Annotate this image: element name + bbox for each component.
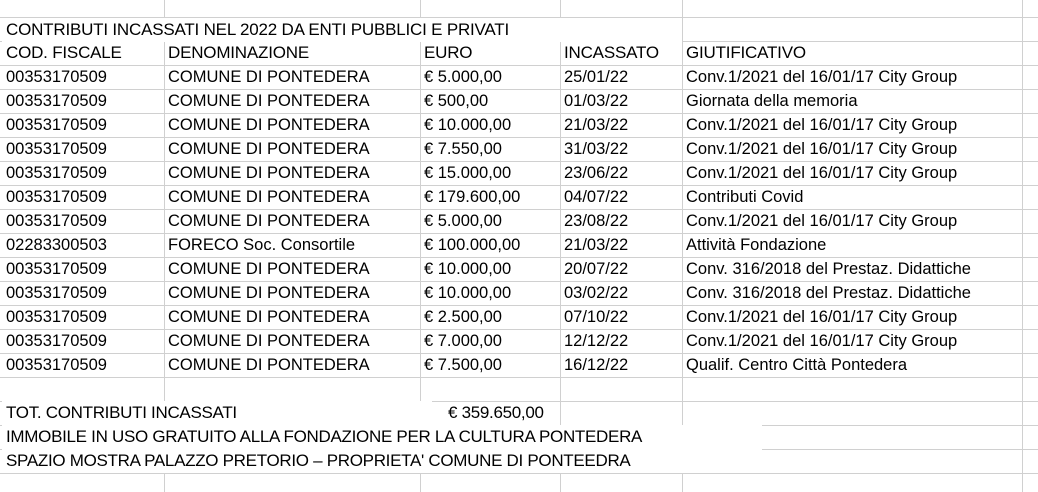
cell-denominazione: FORECO Soc. Consortile xyxy=(168,236,356,254)
cell-denominazione: COMUNE DI PONTEDERA xyxy=(168,308,370,326)
grid-line xyxy=(0,473,1038,474)
cell-incassato: 25/01/22 xyxy=(564,68,629,86)
cell-euro: € 100.000,00 xyxy=(424,236,521,254)
cell-euro: € 10.000,00 xyxy=(424,260,512,278)
title-row xyxy=(0,18,1038,42)
cell-denominazione: COMUNE DI PONTEDERA xyxy=(168,260,370,278)
cell-denominazione: COMUNE DI PONTEDERA xyxy=(168,68,370,86)
cell-giustificativo: Qualif. Centro Città Pontedera xyxy=(686,356,908,374)
cell-euro: € 179.600,00 xyxy=(424,188,521,206)
cell-denominazione: COMUNE DI PONTEDERA xyxy=(168,212,370,230)
cell-incassato: 16/12/22 xyxy=(564,356,629,374)
cell-cod-fiscale: 00353170509 xyxy=(6,356,107,374)
note-row xyxy=(0,449,1038,473)
column-header-euro: EURO xyxy=(424,43,473,62)
table-row xyxy=(0,353,1038,377)
cell-cod-fiscale: 00353170509 xyxy=(6,188,107,206)
table-row xyxy=(0,257,1038,281)
cell-incassato: 03/02/22 xyxy=(564,284,629,302)
cell-euro: € 5.000,00 xyxy=(424,212,502,230)
cell-giustificativo: Giornata della memoria xyxy=(686,92,858,110)
table-row xyxy=(0,233,1038,257)
cell-incassato: 12/12/22 xyxy=(564,332,629,350)
cell-denominazione: COMUNE DI PONTEDERA xyxy=(168,356,370,374)
header-row xyxy=(0,41,1038,65)
cell-denominazione: COMUNE DI PONTEDERA xyxy=(168,284,370,302)
total-row xyxy=(0,401,1038,425)
cell-euro: € 7.000,00 xyxy=(424,332,502,350)
cell-euro: € 2.500,00 xyxy=(424,308,502,326)
table-row xyxy=(0,209,1038,233)
cell-cod-fiscale: 00353170509 xyxy=(6,308,107,326)
cell-giustificativo: Conv.1/2021 del 16/01/17 City Group xyxy=(686,332,958,350)
cell-euro: € 15.000,00 xyxy=(424,164,512,182)
cell-giustificativo: Conv.1/2021 del 16/01/17 City Group xyxy=(686,308,958,326)
cell-cod-fiscale: 02283300503 xyxy=(6,236,107,254)
column-header-incassato: INCASSATO xyxy=(564,43,659,62)
note-immobile: IMMOBILE IN USO GRATUITO ALLA FONDAZIONE PER LA CULTURA PONTEDERA xyxy=(2,425,762,449)
cell-cod-fiscale: 00353170509 xyxy=(6,68,107,86)
cell-cod-fiscale: 00353170509 xyxy=(6,116,107,134)
cell-giustificativo: Conv. 316/2018 del Prestaz. Didattiche xyxy=(686,260,971,278)
cell-euro: € 7.500,00 xyxy=(424,356,502,374)
table-row xyxy=(0,89,1038,113)
cell-denominazione: COMUNE DI PONTEDERA xyxy=(168,92,370,110)
cell-euro: € 10.000,00 xyxy=(424,116,512,134)
cell-euro: € 7.550,00 xyxy=(424,140,502,158)
cell-incassato: 31/03/22 xyxy=(564,140,629,158)
total-value: € 359.650,00 xyxy=(448,403,544,422)
table-row xyxy=(0,305,1038,329)
cell-cod-fiscale: 00353170509 xyxy=(6,284,107,302)
cell-incassato: 23/06/22 xyxy=(564,164,629,182)
cell-incassato: 01/03/22 xyxy=(564,92,629,110)
cell-euro: € 10.000,00 xyxy=(424,284,512,302)
note-row xyxy=(0,425,1038,449)
column-header-denominazione: DENOMINAZIONE xyxy=(168,43,309,62)
total-label: TOT. CONTRIBUTI INCASSATI xyxy=(2,401,432,425)
table-row xyxy=(0,281,1038,305)
cell-cod-fiscale: 00353170509 xyxy=(6,332,107,350)
column-header-cod-fiscale: COD. FISCALE xyxy=(6,43,122,62)
cell-cod-fiscale: 00353170509 xyxy=(6,212,107,230)
cell-giustificativo: Conv.1/2021 del 16/01/17 City Group xyxy=(686,140,958,158)
cell-cod-fiscale: 00353170509 xyxy=(6,140,107,158)
grid-line xyxy=(0,377,1038,378)
cell-giustificativo: Conv.1/2021 del 16/01/17 City Group xyxy=(686,116,958,134)
cell-denominazione: COMUNE DI PONTEDERA xyxy=(168,140,370,158)
cell-giustificativo: Contributi Covid xyxy=(686,188,804,206)
cell-giustificativo: Attività Fondazione xyxy=(686,236,827,254)
cell-denominazione: COMUNE DI PONTEDERA xyxy=(168,332,370,350)
cell-euro: € 500,00 xyxy=(424,92,489,110)
table-row xyxy=(0,65,1038,89)
cell-incassato: 21/03/22 xyxy=(564,116,629,134)
cell-giustificativo: Conv.1/2021 del 16/01/17 City Group xyxy=(686,68,958,86)
cell-giustificativo: Conv.1/2021 del 16/01/17 City Group xyxy=(686,212,958,230)
table-row xyxy=(0,329,1038,353)
cell-incassato: 20/07/22 xyxy=(564,260,629,278)
cell-giustificativo: Conv.1/2021 del 16/01/17 City Group xyxy=(686,164,958,182)
sheet-title: CONTRIBUTI INCASSATI NEL 2022 DA ENTI PUBBLICI E PRIVATI xyxy=(2,18,682,42)
table-row xyxy=(0,113,1038,137)
table-row xyxy=(0,185,1038,209)
table-row xyxy=(0,137,1038,161)
cell-denominazione: COMUNE DI PONTEDERA xyxy=(168,116,370,134)
cell-cod-fiscale: 00353170509 xyxy=(6,92,107,110)
cell-cod-fiscale: 00353170509 xyxy=(6,260,107,278)
note-spazio-mostra: SPAZIO MOSTRA PALAZZO PRETORIO – PROPRIETA' COMUNE DI PONTEEDRA xyxy=(2,449,762,473)
cell-euro: € 5.000,00 xyxy=(424,68,502,86)
cell-denominazione: COMUNE DI PONTEDERA xyxy=(168,188,370,206)
cell-giustificativo: Conv. 316/2018 del Prestaz. Didattiche xyxy=(686,284,971,302)
cell-incassato: 23/08/22 xyxy=(564,212,629,230)
cell-incassato: 21/03/22 xyxy=(564,236,629,254)
cell-denominazione: COMUNE DI PONTEDERA xyxy=(168,164,370,182)
cell-incassato: 07/10/22 xyxy=(564,308,629,326)
cell-incassato: 04/07/22 xyxy=(564,188,629,206)
column-header-giustificativo: GIUTIFICATIVO xyxy=(686,43,806,62)
table-row xyxy=(0,161,1038,185)
cell-cod-fiscale: 00353170509 xyxy=(6,164,107,182)
